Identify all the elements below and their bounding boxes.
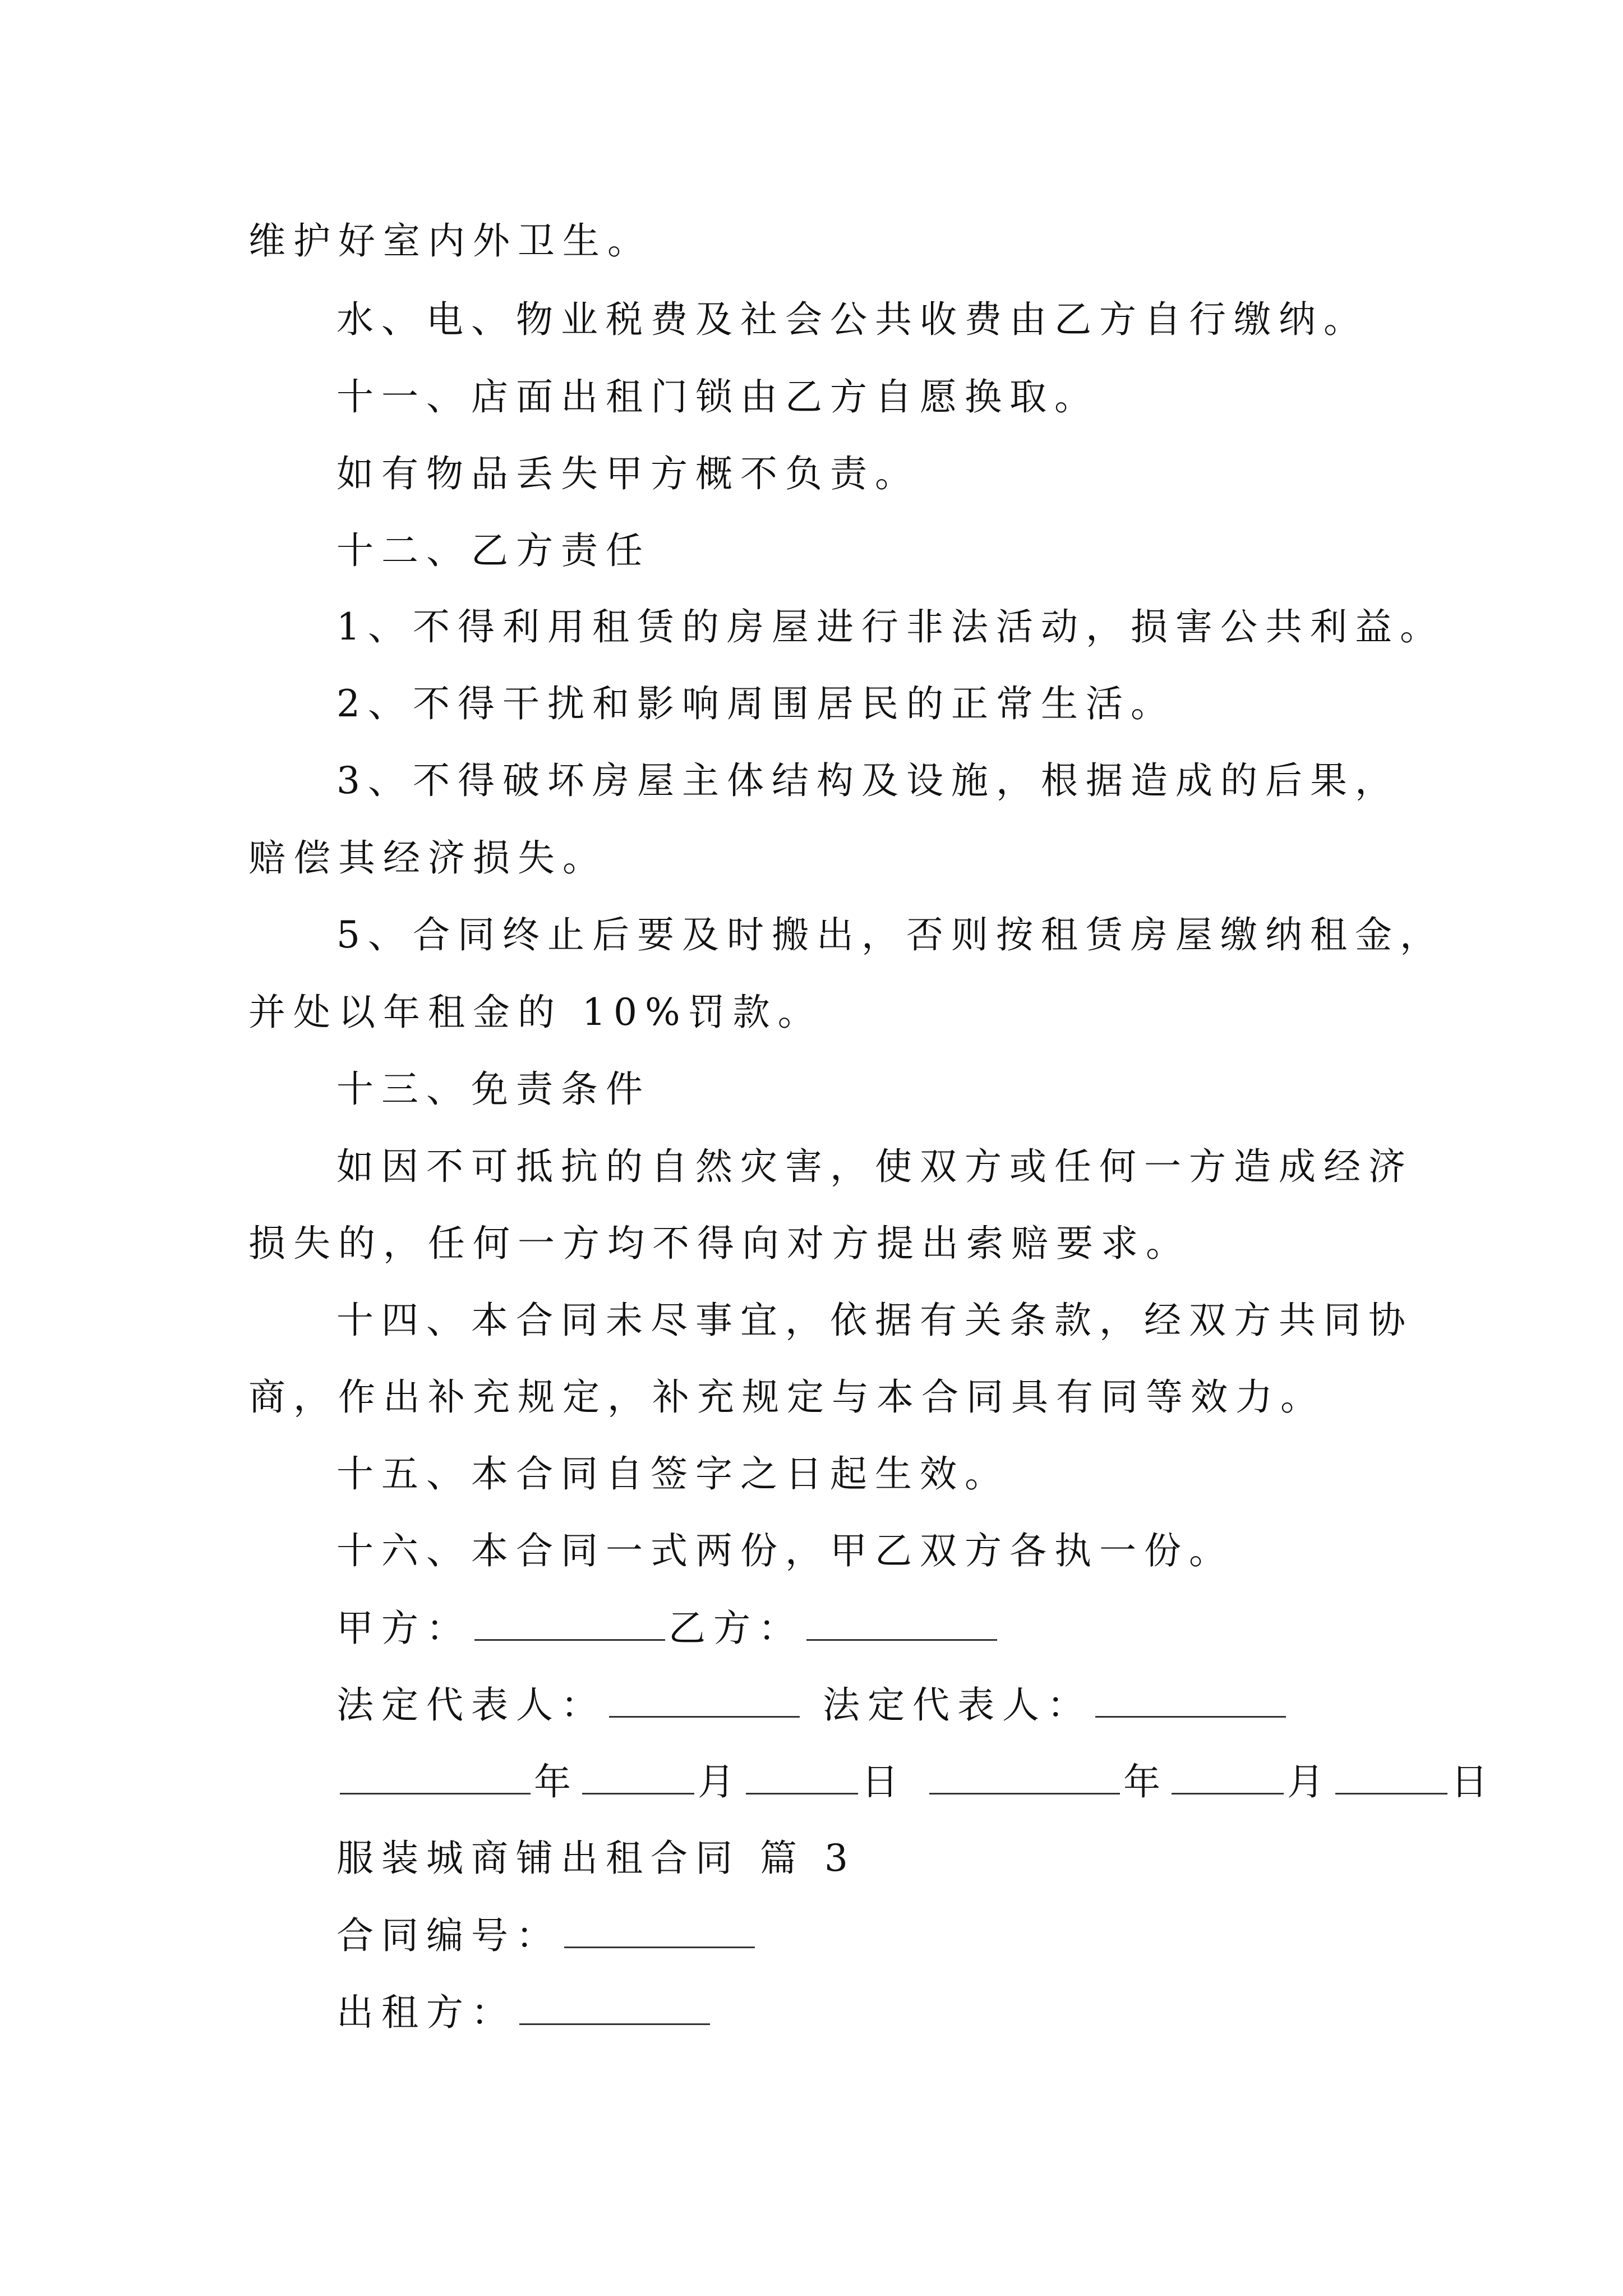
party-a-label: 甲方：: [336, 1607, 471, 1650]
contract-number-line: [336, 1913, 758, 1958]
date-b-year-blank: [929, 1759, 1120, 1795]
paragraph-7: 2、不得干扰和影响周围居民的正常生活。: [336, 682, 1175, 725]
contract-number-label: 合同编号：: [336, 1914, 561, 1957]
legal-rep-b-label: 法定代表人：: [822, 1683, 1092, 1727]
date-b-month: 月: [1287, 1760, 1332, 1803]
paragraph-3: 十一、店面出租门锁由乙方自愿换取。: [336, 375, 1099, 418]
paragraph-16: 商，作出补充规定，补充规定与本合同具有同等效力。: [248, 1375, 1325, 1419]
date-b-year: 年: [1123, 1760, 1168, 1803]
paragraph-18: 十六、本合同一式两份，甲乙双方各执一份。: [336, 1529, 1234, 1572]
date-b-day-blank: [1335, 1759, 1447, 1795]
lessor-line: [336, 1990, 713, 2035]
lessor-blank: [519, 1990, 710, 2025]
date-a-year-blank: [340, 1759, 531, 1795]
section-heading-12: 十二、乙方责任: [336, 529, 651, 572]
date-a-day: 日: [861, 1760, 906, 1803]
paragraph-13: 如因不可抵抗的自然灾害，使双方或任何一方造成经济: [336, 1145, 1413, 1188]
legal-rep-b-blank: [1095, 1682, 1286, 1718]
section-title: 服装城商铺出租合同 篇 3: [336, 1837, 856, 1880]
party-b-blank: [806, 1605, 997, 1641]
paragraph-11: 并处以年租金的 10%罚款。: [248, 991, 823, 1034]
paragraph-8: 3、不得破坏房屋主体结构及设施，根据造成的后果，: [336, 759, 1400, 802]
paragraph-14: 损失的，任何一方均不得向对方提出索赔要求。: [248, 1222, 1191, 1265]
signature-parties-line: [336, 1605, 1000, 1651]
paragraph-10: 5、合同终止后要及时搬出，否则按租赁房屋缴纳租金，: [336, 913, 1445, 956]
paragraph-1: 维护好室内外卫生。: [248, 219, 652, 263]
legal-rep-a-blank: [609, 1682, 800, 1718]
date-b-day: 日: [1450, 1760, 1496, 1803]
paragraph-6: 1、不得利用租赁的房屋进行非法活动，损害公共利益。: [336, 605, 1445, 648]
signature-date-line: [336, 1759, 1496, 1805]
date-a-month-blank: [582, 1759, 694, 1795]
paragraph-4: 如有物品丢失甲方概不负责。: [336, 452, 920, 495]
paragraph-9: 赔偿其经济损失。: [248, 836, 607, 880]
paragraph-2: 水、电、物业税费及社会公共收费由乙方自行缴纳。: [336, 298, 1368, 341]
contract-number-blank: [564, 1913, 755, 1948]
signature-legal-rep-line: [336, 1682, 1289, 1728]
date-a-month: 月: [698, 1760, 743, 1803]
lessor-label: 出租方：: [336, 1991, 516, 2034]
party-b-label: 乙方：: [668, 1607, 803, 1650]
legal-rep-a-label: 法定代表人：: [336, 1683, 606, 1727]
date-a-day-blank: [746, 1759, 858, 1795]
section-heading-13: 十三、免责条件: [336, 1068, 651, 1111]
paragraph-17: 十五、本合同自签字之日起生效。: [336, 1452, 1009, 1496]
paragraph-15: 十四、本合同未尽事宜，依据有关条款，经双方共同协: [336, 1299, 1413, 1342]
party-a-blank: [474, 1605, 665, 1641]
date-b-month-blank: [1172, 1759, 1284, 1795]
date-a-year: 年: [534, 1760, 579, 1803]
